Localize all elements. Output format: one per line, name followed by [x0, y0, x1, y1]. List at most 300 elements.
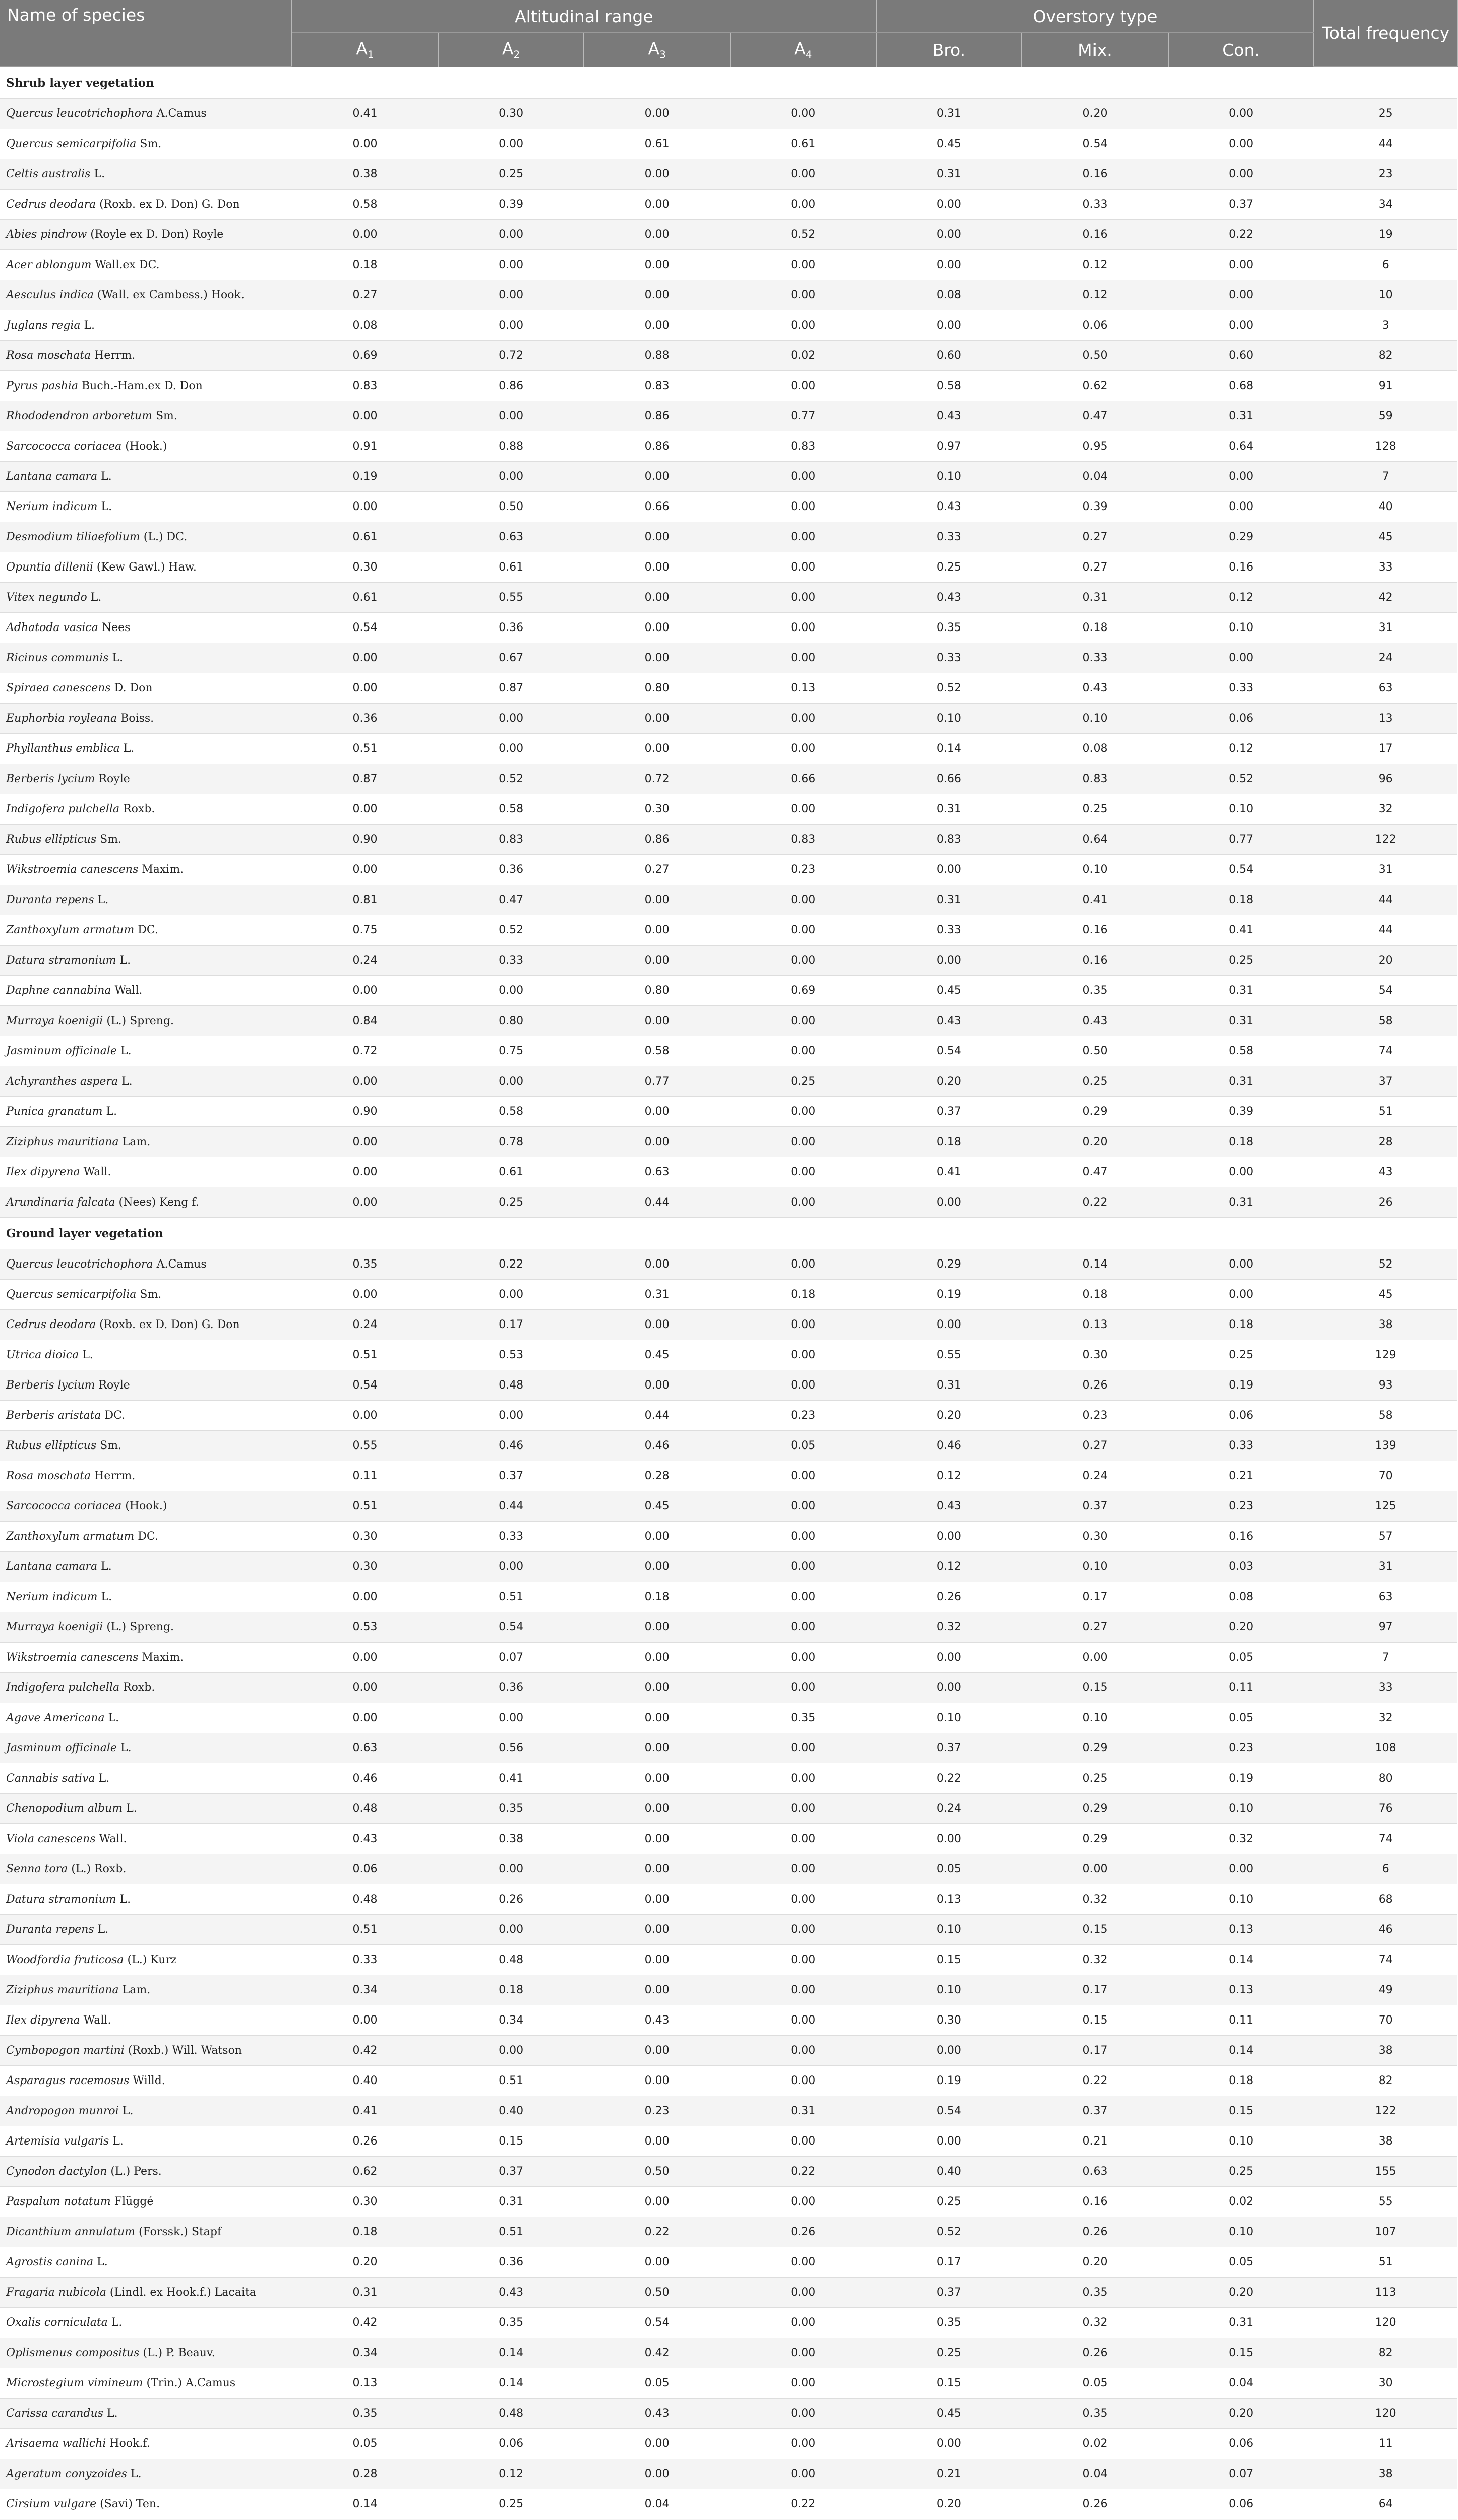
value-cell: 32	[1314, 794, 1457, 825]
value-cell: 0.00	[730, 1006, 876, 1036]
species-name-cell	[0, 1401, 292, 1431]
value-cell: 0.00	[876, 2429, 1022, 2459]
table-row	[0, 2036, 1457, 2066]
table-row	[0, 1945, 1457, 1975]
value-cell: 0.43	[876, 583, 1022, 613]
value-cell: 96	[1314, 764, 1457, 794]
value-cell: 0.30	[876, 2005, 1022, 2036]
value-cell: 0.63	[1022, 2157, 1168, 2187]
value-cell: 0.22	[1022, 1187, 1168, 1218]
value-cell: 0.48	[292, 1794, 438, 1824]
value-cell: 0.87	[438, 673, 584, 704]
species-authority: Royle	[95, 1379, 130, 1392]
value-cell: 0.26	[438, 1884, 584, 1915]
value-cell: 0.00	[584, 1854, 730, 1884]
value-cell: 0.19	[1168, 1763, 1314, 1794]
value-cell: 0.00	[584, 1945, 730, 1975]
value-cell: 0.34	[292, 1975, 438, 2005]
value-cell: 0.00	[584, 522, 730, 552]
value-cell: 0.10	[1168, 613, 1314, 643]
value-cell: 0.29	[1168, 522, 1314, 552]
species-authority: L.	[107, 2316, 123, 2329]
species-binomial: Rubus ellipticus	[6, 1439, 97, 1452]
species-name-cell	[0, 371, 292, 401]
value-cell: 0.00	[730, 190, 876, 220]
value-cell: 0.20	[1022, 99, 1168, 129]
species-binomial: Nerium indicum	[6, 500, 98, 513]
value-cell: 0.00	[1168, 462, 1314, 492]
species-name-cell	[0, 1097, 292, 1127]
species-authority: Royle	[95, 773, 130, 785]
value-cell: 0.00	[584, 1643, 730, 1673]
value-cell: 70	[1314, 2005, 1457, 2036]
value-cell: 0.17	[1022, 1582, 1168, 1612]
species-binomial: Paspalum notatum	[6, 2195, 111, 2208]
section-title: Ground layer vegetation	[0, 1218, 1457, 1249]
value-cell: 0.23	[730, 1401, 876, 1431]
species-authority: Buch.-Ham.ex D. Don	[78, 380, 203, 392]
value-cell: 0.00	[730, 1582, 876, 1612]
value-cell: 0.25	[438, 159, 584, 190]
value-cell: 0.27	[1022, 552, 1168, 583]
species-name-cell	[0, 2247, 292, 2278]
species-binomial: Ilex dipyrena	[6, 1166, 80, 1178]
value-cell: 0.53	[438, 1340, 584, 1370]
value-cell: 0.17	[438, 1310, 584, 1340]
species-binomial: Cedrus deodara	[6, 198, 96, 211]
species-authority: L.	[80, 319, 95, 332]
value-cell: 0.16	[1022, 159, 1168, 190]
value-cell: 0.31	[1168, 2308, 1314, 2338]
table-row	[0, 1097, 1457, 1127]
value-cell: 91	[1314, 371, 1457, 401]
value-cell: 0.00	[730, 613, 876, 643]
value-cell: 0.18	[292, 250, 438, 280]
value-cell: 0.27	[292, 280, 438, 310]
value-cell: 0.48	[292, 1884, 438, 1915]
table-row	[0, 764, 1457, 794]
value-cell: 25	[1314, 99, 1457, 129]
value-cell: 13	[1314, 704, 1457, 734]
species-authority: L.	[79, 1349, 93, 1361]
table-row	[0, 1066, 1457, 1097]
value-cell: 0.00	[584, 310, 730, 341]
species-authority: Willd.	[129, 2074, 165, 2087]
species-binomial: Cedrus deodara	[6, 1318, 96, 1331]
value-cell: 0.00	[292, 855, 438, 885]
value-cell: 0.52	[876, 673, 1022, 704]
value-cell: 0.00	[730, 1884, 876, 1915]
species-binomial: Zanthoxylum armatum	[6, 924, 135, 936]
value-cell: 0.36	[438, 855, 584, 885]
value-cell: 0.32	[1168, 1824, 1314, 1854]
species-name-cell	[0, 2096, 292, 2126]
species-binomial: Duranta repens	[6, 1923, 94, 1936]
species-binomial: Lantana camara	[6, 1560, 98, 1573]
value-cell: 24	[1314, 643, 1457, 673]
value-cell: 0.00	[438, 280, 584, 310]
value-cell: 0.00	[730, 1643, 876, 1673]
value-cell: 0.18	[876, 1127, 1022, 1157]
value-cell: 0.00	[730, 1340, 876, 1370]
value-cell: 0.00	[876, 1824, 1022, 1854]
value-cell: 0.43	[584, 2005, 730, 2036]
value-cell: 0.18	[1022, 1280, 1168, 1310]
value-cell: 0.10	[876, 1915, 1022, 1945]
species-binomial: Wikstroemia canescens	[6, 863, 139, 876]
value-cell: 0.00	[584, 583, 730, 613]
value-cell: 0.08	[1022, 734, 1168, 764]
species-binomial: Acer ablongum	[6, 259, 92, 271]
value-cell: 0.05	[730, 1431, 876, 1461]
value-cell: 0.00	[584, 190, 730, 220]
value-cell: 0.00	[292, 1280, 438, 1310]
value-cell: 0.63	[584, 1157, 730, 1187]
value-cell: 0.18	[584, 1582, 730, 1612]
value-cell: 0.48	[438, 2399, 584, 2429]
value-cell: 0.34	[292, 2338, 438, 2368]
species-authority: (Trin.) A.Camus	[143, 2377, 236, 2389]
table-row	[0, 1522, 1457, 1552]
value-cell: 0.18	[1022, 613, 1168, 643]
value-cell: 0.00	[438, 1066, 584, 1097]
value-cell: 0.19	[1168, 1370, 1314, 1401]
value-cell: 0.00	[292, 1187, 438, 1218]
species-name-cell	[0, 1582, 292, 1612]
species-authority: DC.	[134, 1530, 158, 1543]
species-name-cell	[0, 643, 292, 673]
table-row	[0, 1187, 1457, 1218]
value-cell: 0.00	[730, 1249, 876, 1280]
value-cell: 38	[1314, 2126, 1457, 2157]
value-cell: 0.33	[876, 915, 1022, 946]
value-cell: 68	[1314, 1884, 1457, 1915]
table-row	[0, 552, 1457, 583]
species-authority: (L.) Spreng.	[103, 1015, 174, 1027]
value-cell: 0.04	[584, 2489, 730, 2519]
value-cell: 26	[1314, 1187, 1457, 1218]
species-binomial: Euphorbia royleana	[6, 712, 117, 725]
value-cell: 0.25	[730, 1066, 876, 1097]
value-cell: 0.00	[584, 1612, 730, 1643]
value-cell: 0.27	[1022, 1612, 1168, 1643]
value-cell: 0.29	[1022, 1824, 1168, 1854]
species-binomial: Achyranthes aspera	[6, 1075, 118, 1088]
species-authority: Roxb.	[119, 803, 155, 815]
value-cell: 0.44	[438, 1491, 584, 1522]
table-row	[0, 1127, 1457, 1157]
value-cell: 0.47	[1022, 1157, 1168, 1187]
value-cell: 0.39	[1022, 492, 1168, 522]
value-cell: 42	[1314, 583, 1457, 613]
value-cell: 82	[1314, 2338, 1457, 2368]
value-cell: 32	[1314, 1703, 1457, 1733]
value-cell: 0.80	[584, 976, 730, 1006]
value-cell: 0.12	[876, 1461, 1022, 1491]
value-cell: 46	[1314, 1915, 1457, 1945]
value-cell: 0.50	[584, 2278, 730, 2308]
value-cell: 0.31	[876, 159, 1022, 190]
table-row	[0, 1280, 1457, 1310]
species-name-cell	[0, 1612, 292, 1643]
species-name-cell	[0, 2187, 292, 2217]
value-cell: 0.54	[292, 613, 438, 643]
species-authority: Herrm.	[91, 1470, 136, 1482]
table-row	[0, 915, 1457, 946]
value-cell: 0.43	[876, 1006, 1022, 1036]
value-cell: 0.00	[438, 1280, 584, 1310]
value-cell: 0.00	[584, 99, 730, 129]
value-cell: 0.33	[1022, 643, 1168, 673]
value-cell: 0.31	[1168, 1187, 1314, 1218]
value-cell: 0.00	[876, 220, 1022, 250]
value-cell: 0.51	[438, 1582, 584, 1612]
value-cell: 0.00	[292, 1127, 438, 1157]
table-row	[0, 462, 1457, 492]
value-cell: 0.43	[876, 492, 1022, 522]
value-cell: 0.00	[730, 2187, 876, 2217]
value-cell: 0.11	[292, 1461, 438, 1491]
value-cell: 0.43	[1022, 1006, 1168, 1036]
table-row	[0, 1157, 1457, 1187]
header-mix: Mix.	[1022, 33, 1168, 67]
species-name-cell	[0, 2066, 292, 2096]
value-cell: 0.75	[438, 1036, 584, 1066]
value-cell: 0.34	[438, 2005, 584, 2036]
value-cell: 0.00	[292, 1703, 438, 1733]
value-cell: 0.00	[584, 1915, 730, 1945]
value-cell: 45	[1314, 522, 1457, 552]
species-authority: Sm.	[152, 410, 177, 422]
table-row	[0, 976, 1457, 1006]
species-authority: L.	[97, 1560, 112, 1573]
species-name-cell	[0, 1643, 292, 1673]
value-cell: 0.00	[730, 310, 876, 341]
value-cell: 0.00	[438, 2036, 584, 2066]
value-cell: 0.00	[1168, 99, 1314, 129]
species-name-cell	[0, 1036, 292, 1066]
value-cell: 0.88	[438, 431, 584, 462]
species-binomial: Adhatoda vasica	[6, 621, 98, 634]
value-cell: 0.12	[438, 2459, 584, 2489]
species-binomial: Viola canescens	[6, 1833, 96, 1845]
species-name-cell	[0, 2036, 292, 2066]
value-cell: 0.72	[584, 764, 730, 794]
value-cell: 0.00	[584, 1310, 730, 1340]
value-cell: 0.10	[876, 462, 1022, 492]
value-cell: 0.36	[438, 1673, 584, 1703]
species-name-cell	[0, 401, 292, 431]
table-row	[0, 310, 1457, 341]
value-cell: 0.10	[1022, 855, 1168, 885]
value-cell: 0.32	[1022, 2308, 1168, 2338]
value-cell: 0.00	[584, 1097, 730, 1127]
species-name-cell	[0, 1066, 292, 1097]
value-cell: 0.55	[438, 583, 584, 613]
species-name-cell	[0, 1915, 292, 1945]
value-cell: 0.00	[730, 1673, 876, 1703]
table-row	[0, 643, 1457, 673]
value-cell: 0.00	[730, 643, 876, 673]
value-cell: 76	[1314, 1794, 1457, 1824]
value-cell: 0.26	[876, 1582, 1022, 1612]
value-cell: 0.50	[584, 2157, 730, 2187]
value-cell: 0.25	[1168, 946, 1314, 976]
value-cell: 0.23	[730, 855, 876, 885]
value-cell: 58	[1314, 1006, 1457, 1036]
species-authority: (Savi) Ten.	[96, 2498, 160, 2510]
species-authority: (Roxb. ex D. Don) G. Don	[96, 1318, 240, 1331]
species-binomial: Spiraea canescens	[6, 682, 111, 695]
value-cell: 0.00	[584, 613, 730, 643]
value-cell: 0.08	[1168, 1582, 1314, 1612]
species-authority: L.	[119, 742, 135, 755]
header-a2: $A_2$	[438, 33, 584, 67]
value-cell: 0.00	[730, 704, 876, 734]
value-cell: 0.33	[1022, 190, 1168, 220]
value-cell: 0.66	[730, 764, 876, 794]
table-row	[0, 341, 1457, 371]
value-cell: 0.18	[730, 1280, 876, 1310]
species-authority: L.	[116, 1742, 132, 1754]
value-cell: 0.00	[1168, 643, 1314, 673]
value-cell: 0.33	[438, 946, 584, 976]
value-cell: 0.00	[730, 1370, 876, 1401]
value-cell: 0.66	[584, 492, 730, 522]
value-cell: 0.61	[584, 129, 730, 159]
value-cell: 59	[1314, 401, 1457, 431]
section-title: Shrub layer vegetation	[0, 67, 1457, 99]
value-cell: 0.60	[876, 341, 1022, 371]
value-cell: 0.51	[438, 2066, 584, 2096]
value-cell: 0.14	[438, 2338, 584, 2368]
value-cell: 0.10	[876, 1975, 1022, 2005]
species-binomial: Murraya koenigii	[6, 1015, 103, 1027]
value-cell: 0.61	[438, 552, 584, 583]
table-body	[0, 67, 1457, 2520]
value-cell: 93	[1314, 1370, 1457, 1401]
value-cell: 57	[1314, 1522, 1457, 1552]
value-cell: 0.00	[584, 1006, 730, 1036]
value-cell: 122	[1314, 2096, 1457, 2126]
value-cell: 0.00	[730, 1127, 876, 1157]
table-row	[0, 431, 1457, 462]
value-cell: 0.00	[292, 1157, 438, 1187]
value-cell: 0.11	[1168, 1673, 1314, 1703]
species-name-cell	[0, 99, 292, 129]
value-cell: 0.14	[1168, 1945, 1314, 1975]
value-cell: 0.26	[1022, 2338, 1168, 2368]
value-cell: 63	[1314, 1582, 1457, 1612]
species-name-cell	[0, 1824, 292, 1854]
value-cell: 28	[1314, 1127, 1457, 1157]
value-cell: 0.00	[730, 1824, 876, 1854]
value-cell: 0.00	[730, 885, 876, 915]
value-cell: 0.00	[876, 1673, 1022, 1703]
value-cell: 0.52	[876, 2217, 1022, 2247]
value-cell: 0.35	[1022, 976, 1168, 1006]
value-cell: 49	[1314, 1975, 1457, 2005]
value-cell: 0.00	[438, 1915, 584, 1945]
species-name-cell	[0, 946, 292, 976]
species-binomial: Rosa moschata	[6, 349, 91, 362]
value-cell: 0.00	[730, 2399, 876, 2429]
value-cell: 0.39	[1168, 1097, 1314, 1127]
species-binomial: Cymbopogon martini	[6, 2044, 125, 2057]
value-cell: 38	[1314, 1310, 1457, 1340]
value-cell: 0.83	[1022, 764, 1168, 794]
species-binomial: Opuntia dillenii	[6, 561, 93, 574]
value-cell: 0.45	[584, 1340, 730, 1370]
value-cell: 0.22	[584, 2217, 730, 2247]
table-row	[0, 794, 1457, 825]
table-row	[0, 99, 1457, 129]
species-binomial: Woodfordia fruticosa	[6, 1954, 124, 1966]
value-cell: 0.43	[438, 2278, 584, 2308]
value-cell: 0.00	[876, 2036, 1022, 2066]
value-cell: 0.00	[730, 552, 876, 583]
species-binomial: Datura stramonium	[6, 1893, 116, 1906]
value-cell: 0.83	[438, 825, 584, 855]
value-cell: 97	[1314, 1612, 1457, 1643]
value-cell: 0.24	[292, 1310, 438, 1340]
species-binomial: Dicanthium annulatum	[6, 2226, 135, 2238]
value-cell: 0.31	[1168, 401, 1314, 431]
table-row	[0, 2066, 1457, 2096]
value-cell: 0.00	[584, 1975, 730, 2005]
value-cell: 0.00	[584, 1370, 730, 1401]
species-name-cell	[0, 825, 292, 855]
value-cell: 0.00	[584, 2036, 730, 2066]
value-cell: 0.13	[876, 1884, 1022, 1915]
species-name-cell	[0, 764, 292, 794]
table-row	[0, 1370, 1457, 1401]
value-cell: 0.25	[876, 2338, 1022, 2368]
value-cell: 0.46	[438, 1431, 584, 1461]
value-cell: 0.16	[1022, 915, 1168, 946]
species-name-cell	[0, 1522, 292, 1552]
value-cell: 0.72	[438, 341, 584, 371]
species-authority: Boiss.	[117, 712, 154, 725]
species-name-cell	[0, 1006, 292, 1036]
species-binomial: Arundinaria falcata	[6, 1196, 115, 1209]
section-header-row	[0, 67, 1457, 99]
species-name-cell	[0, 915, 292, 946]
value-cell: 0.54	[1022, 129, 1168, 159]
value-cell: 0.00	[1168, 1157, 1314, 1187]
species-name-cell	[0, 1763, 292, 1794]
value-cell: 33	[1314, 552, 1457, 583]
value-cell: 0.40	[292, 2066, 438, 2096]
value-cell: 64	[1314, 2489, 1457, 2519]
value-cell: 0.77	[1168, 825, 1314, 855]
value-cell: 113	[1314, 2278, 1457, 2308]
value-cell: 120	[1314, 2308, 1457, 2338]
value-cell: 0.12	[1168, 583, 1314, 613]
species-authority: L.	[94, 894, 109, 906]
value-cell: 0.15	[1022, 1915, 1168, 1945]
value-cell: 0.00	[730, 2368, 876, 2399]
value-cell: 0.31	[876, 99, 1022, 129]
value-cell: 0.00	[730, 1187, 876, 1218]
value-cell: 0.27	[1022, 1431, 1168, 1461]
species-name-cell	[0, 1794, 292, 1824]
table-row	[0, 2308, 1457, 2338]
value-cell: 0.00	[584, 2247, 730, 2278]
value-cell: 0.00	[876, 1522, 1022, 1552]
table-row	[0, 1310, 1457, 1340]
table-row	[0, 220, 1457, 250]
